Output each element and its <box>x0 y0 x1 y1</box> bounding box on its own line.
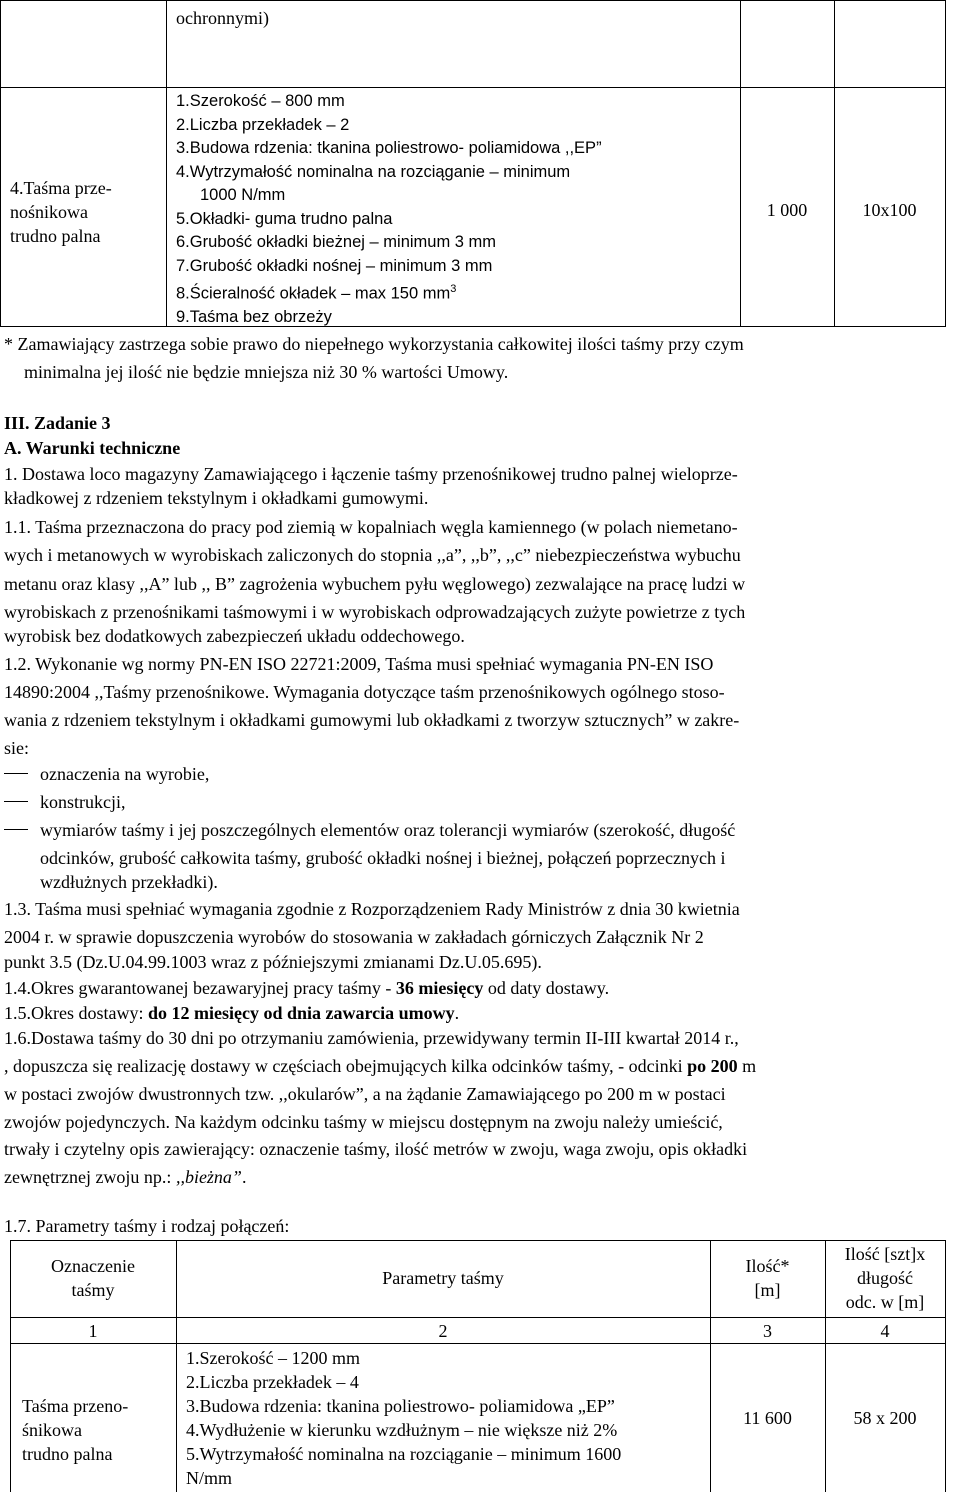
bullet-text: odcinków, grubość całkowita taśmy, grubość okładki nośnej i bieżnej, połączeń poprzecznych i <box>40 848 726 868</box>
paragraph-line: 1.2. Wykonanie wg normy PN-EN ISO 22721:2009, Taśma musi spełniać wymagania PN-EN ISO <box>4 654 714 674</box>
text-run: od daty dostawy. <box>483 978 610 998</box>
bullet-text: oznaczenia na wyrobie, <box>40 764 210 784</box>
table-border <box>740 0 741 327</box>
param-line: 9.Taśma bez obrzeży <box>176 308 332 326</box>
table-border <box>10 1240 946 1241</box>
bold-text: do 12 miesięcy od dnia zawarcia umowy <box>147 1003 455 1023</box>
param-line: 4.Wytrzymałość nominalna na rozciąganie – minimum <box>176 162 571 181</box>
dash-bullet <box>4 829 28 830</box>
text-run: . <box>241 1167 247 1187</box>
param-line: 1.Szerokość – 800 mm <box>176 92 345 110</box>
text-run: zewnętrznej zwoju np.: <box>4 1167 176 1187</box>
length-cell: 58 x 200 <box>853 1408 917 1428</box>
param-line: 6.Grubość okładki bieżnej – minimum 3 mm <box>176 233 497 251</box>
bullet-text: wymiarów taśmy i jej poszczególnych elementów oraz tolerancji wymiarów (szerokość, długość <box>40 820 736 840</box>
header-pieces-length <box>825 1242 945 1314</box>
belt-name <box>22 1394 128 1466</box>
param-line: 5.Okładki- guma trudno palna <box>176 209 393 228</box>
column-number: 1 <box>88 1321 98 1341</box>
table-border <box>834 0 835 327</box>
text-run: . <box>454 1003 460 1023</box>
param-line: 7.Grubość okładki nośnej – minimum 3 mm <box>176 256 493 275</box>
quantity-cell: 11 600 <box>743 1408 792 1428</box>
header-parameters: Parametry taśmy <box>382 1268 504 1288</box>
paragraph-line: 1.7. Parametry taśmy i rodzaj połączeń: <box>4 1216 290 1236</box>
header-designation <box>10 1254 176 1302</box>
paragraph-line: metanu oraz klasy ,,A” lub ,, B” zagrożenia wybuchem pyłu węglowego) zezwalające na pracę ludzi w <box>4 574 746 594</box>
paragraph-line: trwały i czytelny opis zawierający: oznaczenie taśmy, ilość metrów w zwoju, waga zwoju, opis okładki <box>4 1139 748 1159</box>
table-border <box>166 0 167 327</box>
table-border <box>0 0 1 327</box>
header-line: Oznaczenie <box>51 1256 135 1276</box>
paragraph-line <box>4 1054 756 1078</box>
text-run: 1.5.Okres dostawy: <box>4 1003 148 1023</box>
param-line: 2.Liczba przekładek – 2 <box>176 115 350 134</box>
belt-name-line: nośnikowa <box>10 202 88 222</box>
paragraph-line: 1.6.Dostawa taśmy do 30 dni po otrzymaniu zamówienia, przewidywany termin II-III kwartał 2014 r., <box>4 1028 739 1048</box>
table-border <box>0 87 946 88</box>
italic-text: ,,bieżna” <box>175 1167 242 1187</box>
bold-text: 36 miesięcy <box>395 978 484 998</box>
subsection-title: A. Warunki techniczne <box>4 438 181 458</box>
note-line-2: minimalna jej ilość nie będzie mniejsza niż 30 % wartości Umowy. <box>24 362 509 382</box>
belt-parameters <box>176 90 736 330</box>
param-line: 1000 N/mm <box>200 186 286 204</box>
header-line: Ilość [szt]x <box>844 1244 926 1264</box>
paragraph-line: punkt 3.5 (Dz.U.04.99.1003 wraz z późniejszymi zmianami Dz.U.05.695). <box>4 952 542 972</box>
paragraph-line: wania z rdzeniem tekstylnym i okładkami gumowymi lub okładkami z tworzyw sztucznych” w zakre- <box>4 710 740 730</box>
param-line <box>176 278 736 306</box>
bullet-text: wzdłużnych przekładki). <box>40 872 218 892</box>
header-line: odc. w [m] <box>845 1292 925 1312</box>
param-line: 3.Budowa rdzenia: tkanina poliestrowo- poliamidowa ,,EP” <box>176 139 602 157</box>
param-line: 4.Wydłużenie w kierunku wzdłużnym – nie większe niż 2% <box>186 1420 618 1440</box>
paragraph-line: 1. Dostawa loco magazyny Zamawiającego i łączenie taśmy przenośnikowej trudno palnej wieloprze- <box>4 464 738 484</box>
header-line: długość <box>857 1268 913 1288</box>
param-text: 8.Ścieralność okładek – max 150 mm <box>176 284 451 303</box>
text-run: , dopuszcza się realizację dostawy w częściach obejmujących kilka odcinków taśmy, - odcinki <box>4 1056 688 1076</box>
column-number: 3 <box>763 1321 772 1341</box>
paragraph-line: 1.1. Taśma przeznaczona do pracy pod ziemią w kopalniach węgla kamiennego (w polach niemetano- <box>4 517 738 537</box>
paragraph-line: wyrobisk bez dodatkowych zabezpieczeń układu oddechowego. <box>4 626 465 646</box>
paragraph-line: zwojów pojedynczych. Na każdym odcinku taśmy w miejscu dostępnym na zwoju należy umieścić, <box>4 1112 723 1132</box>
belt-name-line: trudno palna <box>10 226 101 246</box>
param-line: 2.Liczba przekładek – 4 <box>186 1372 359 1392</box>
header-line: [m] <box>754 1280 781 1300</box>
param-line: 5.Wytrzymałość nominalna na rozciąganie – minimum 1600 <box>186 1444 622 1464</box>
paragraph-line <box>4 1001 459 1025</box>
header-quantity <box>710 1254 825 1302</box>
table-border <box>0 0 946 1</box>
belt-name-line: 4.Taśma prze- <box>10 178 112 198</box>
dash-bullet <box>4 773 28 774</box>
superscript: 3 <box>450 283 457 295</box>
text-run: 1.4.Okres gwarantowanej bezawaryjnej pracy taśmy - <box>4 978 396 998</box>
header-line: Ilość* <box>745 1256 790 1276</box>
paragraph-line: kładkowej z rdzeniem tekstylnym i okładkami gumowymi. <box>4 488 429 508</box>
paragraph-line <box>4 1165 246 1189</box>
paragraph-line: wych i metanowych w wyrobiskach zaliczonych do stopnia ,,a”, ,,b”, ,,c” niebezpieczeństwa wybuchu <box>4 545 741 565</box>
belt-name-line: Taśma przeno- <box>22 1396 129 1416</box>
paragraph-line: 14890:2004 ,,Taśmy przenośnikowe. Wymagania dotyczące taśm przenośnikowych ogólnego stoso- <box>4 682 725 702</box>
section-title: III. Zadanie 3 <box>4 413 111 433</box>
param-line: 1.Szerokość – 1200 mm <box>186 1348 360 1368</box>
paragraph-line: wyrobiskach z przenośnikami taśmowymi i w wyrobiskach odprowadzających zużyte powietrze z tych <box>4 602 746 622</box>
param-line: N/mm <box>186 1468 233 1488</box>
belt-name <box>10 176 112 248</box>
bold-text: po 200 <box>687 1056 738 1076</box>
paragraph-line: 2004 r. w sprawie dopuszczenia wyrobów do stosowania w zakładach górniczych Załącznik Nr 2 <box>4 927 704 947</box>
table-border <box>10 1343 946 1344</box>
quantity-cell: 1 000 <box>766 200 808 220</box>
belt-name-line: trudno palna <box>22 1444 113 1464</box>
length-cell: 10x100 <box>862 200 917 220</box>
paragraph-line: w postaci zwojów dwustronnych tzw. ,,okularów”, a na żądanie Zamawiającego po 200 m w postaci <box>4 1084 726 1104</box>
column-number: 2 <box>438 1321 448 1341</box>
text-run: m <box>737 1056 757 1076</box>
table-border <box>945 0 946 327</box>
note-line-1: * Zamawiający zastrzega sobie prawo do niepełnego wykorzystania całkowitej ilości taśmy przy czym <box>4 334 744 354</box>
paragraph-line: 1.3. Taśma musi spełniać wymagania zgodnie z Rozporządzeniem Rady Ministrów z dnia 30 kwietnia <box>4 899 740 919</box>
table-cell-text: ochronnymi) <box>176 8 269 28</box>
column-number: 4 <box>880 1321 890 1341</box>
belt-name-line: śnikowa <box>22 1420 82 1440</box>
table-border <box>945 1240 946 1492</box>
header-line: taśmy <box>71 1280 115 1300</box>
paragraph-line <box>4 976 609 1000</box>
paragraph-line: sie: <box>4 738 29 758</box>
belt-parameters <box>186 1346 706 1490</box>
dash-bullet <box>4 801 28 802</box>
param-line: 3.Budowa rdzenia: tkanina poliestrowo- poliamidowa „EP” <box>186 1396 615 1416</box>
table-border <box>10 1317 946 1318</box>
bullet-text: konstrukcji, <box>40 792 126 812</box>
